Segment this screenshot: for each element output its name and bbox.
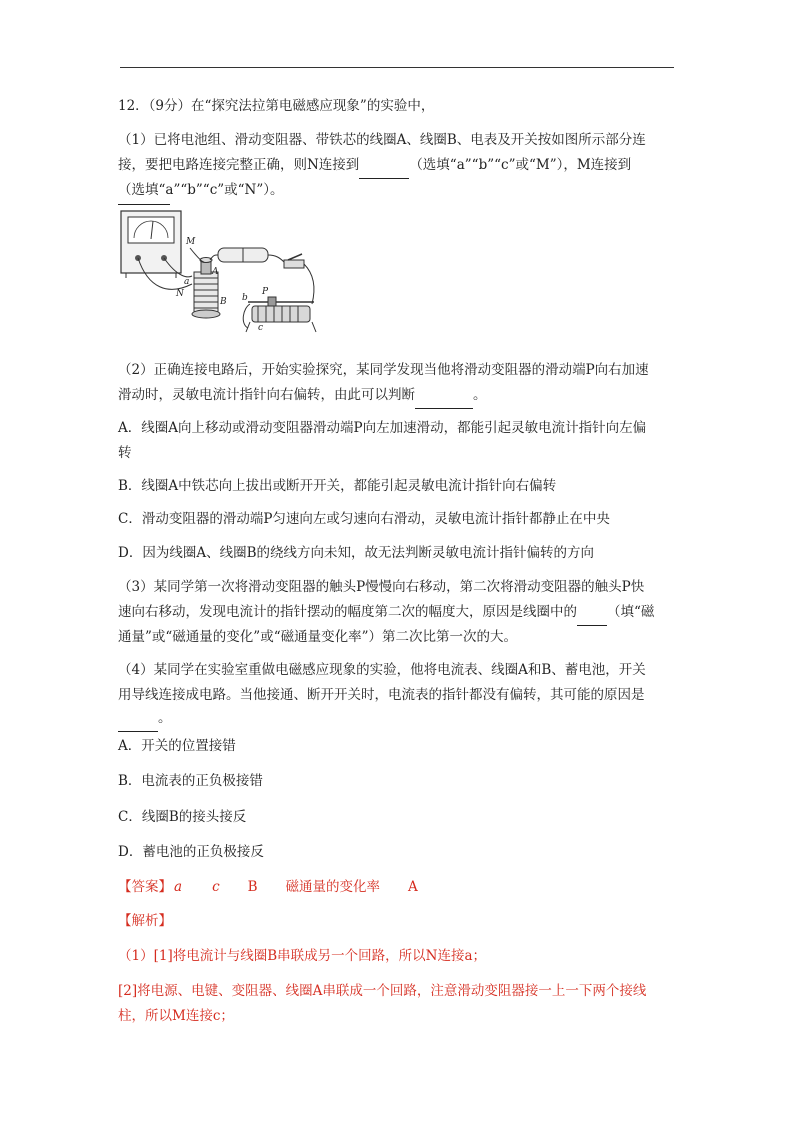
part4-line2: 用导线连接成电路。当他接通、断开开关时，电流表的指针都没有偏转，其可能的原因是 — [118, 687, 645, 703]
part2-option-a-line2: 转 — [118, 445, 132, 461]
part1-text-b: （选填“a”“b”“c”或“M”），M连接到 — [409, 157, 632, 173]
part3-text-a: 速向右移动，发现电流计的指针摆动的幅度第二次的幅度大，原因是线圈中的 — [118, 604, 577, 620]
part4-line1: （4）某同学在实验室重做电磁感应现象的实验，他将电流表、线圈A和B、蓄电池，开关 — [118, 662, 646, 678]
part3-line3: 通量”或“磁通量的变化”或“磁通量变化率”）第二次比第一次的大。 — [118, 629, 518, 645]
part4-option-c: C．线圈B的接头接反 — [118, 809, 247, 825]
analysis-line2: [2]将电源、电键、变阻器、线圈A串联成一个回路，注意滑动变阻器接一上一下两个接线 — [118, 983, 647, 999]
part4-line3 — [118, 706, 676, 732]
part2-option-d: D．因为线圈A、线圈B的绕线方向未知，故无法判断灵敏电流计指针偏转的方向 — [118, 545, 594, 561]
header-rule — [120, 67, 674, 68]
analysis-line1: （1）[1]将电流计与线圈B串联成另一个回路，所以N连接a； — [118, 948, 486, 964]
circuit-figure — [118, 208, 328, 338]
switch — [284, 254, 304, 268]
analysis-label: 【解析】 — [118, 913, 172, 929]
part2-text: 滑动时，灵敏电流计指针向右偏转，由此可以判断 — [118, 387, 415, 403]
label-c: c — [258, 323, 264, 333]
question-title — [118, 94, 676, 119]
label-N: N — [176, 289, 184, 299]
part2-line1: （2）正确连接电路后，开始实验探究，某同学发现当他将滑动变阻器的滑动端P向右加速 — [118, 362, 649, 378]
label-b: b — [242, 293, 248, 303]
part2-line2 — [118, 383, 676, 409]
part1-line1: （1）已将电池组、滑动变阻器、带铁芯的线圈A、线圈B、电表及开关按如图所示部分连 — [118, 132, 646, 148]
part4-option-a: A．开关的位置接错 — [118, 738, 236, 754]
part3-line1: （3）某同学第一次将滑动变阻器的触头P慢慢向右移动，第二次将滑动变阻器的触头P快 — [118, 579, 645, 595]
question-number: 12．（9分） — [118, 98, 192, 114]
part3-text-b: （填“磁 — [607, 604, 655, 620]
part2-option-b: B．线圈A中铁芯向上拔出或断开开关，都能引起灵敏电流计指针向右偏转 — [118, 478, 557, 494]
answer-blank-4[interactable] — [577, 600, 607, 626]
part3-line2 — [118, 600, 676, 626]
rheostat — [246, 297, 316, 332]
label-B: B — [220, 297, 227, 307]
label-M: M — [186, 237, 196, 247]
part1-text-a: 接，要把电路连接完整正确，则N连接到 — [118, 157, 360, 173]
answer-item-2: c — [212, 879, 220, 895]
part1-line3: （选填“a”“b”“c”或“N”）。 — [118, 182, 284, 198]
part4-option-b: B．电流表的正负极接错 — [118, 773, 263, 789]
label-A: A — [212, 267, 219, 277]
answer-item-3: B — [247, 879, 258, 895]
part2-option-a-line1: A．线圈A向上移动或滑动变阻器滑动端P向左加速滑动，都能引起灵敏电流计指针向左偏 — [118, 420, 647, 436]
answer-blank-1[interactable] — [359, 153, 409, 179]
answer-item-4: 磁通量的变化率 — [285, 879, 381, 895]
answer-label: 【答案】 — [118, 879, 172, 895]
answer-blank-3[interactable] — [415, 383, 473, 409]
part2-option-c: C．滑动变阻器的滑动端P匀速向左或匀速向右滑动，灵敏电流计指针都静止在中央 — [118, 511, 610, 527]
answer-blank-5[interactable] — [118, 706, 158, 732]
part2-end: 。 — [473, 387, 487, 403]
label-P: P — [262, 287, 269, 297]
answer-line — [118, 875, 676, 900]
part4-end: 。 — [158, 710, 172, 726]
analysis-line3: 柱，所以M连接c； — [118, 1008, 234, 1024]
question-stem: 在“探究法拉第电磁感应现象”的实验中， — [191, 98, 435, 114]
answer-item-5: A — [408, 879, 418, 895]
answer-item-1: a — [174, 879, 183, 895]
battery — [218, 248, 268, 262]
label-a: a — [184, 277, 190, 287]
part4-option-d: D．蓄电池的正负极接反 — [118, 844, 264, 860]
